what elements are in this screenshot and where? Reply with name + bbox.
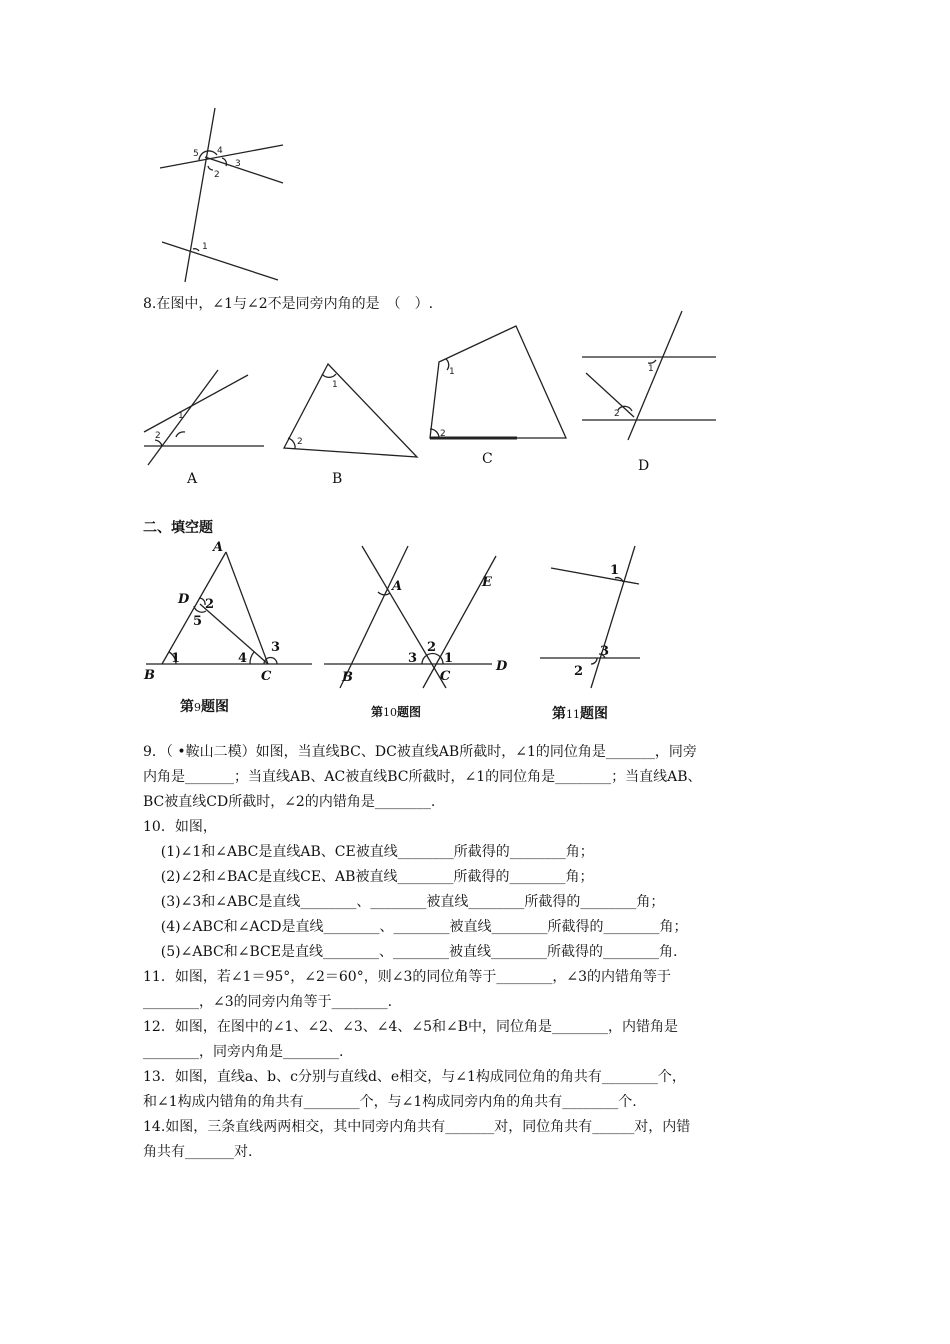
angle-label-2: 2 [214, 170, 220, 180]
angle-label-1: 1 [202, 242, 208, 252]
q8-option-b: B [332, 471, 343, 487]
q8b-angle-1: 1 [332, 380, 338, 390]
q8a-angle-1: 1 [178, 411, 184, 421]
section-heading: 二、填空题 [143, 520, 213, 536]
q8a-angle-2: 2 [155, 431, 161, 441]
fig11-angle-1: 1 [610, 563, 620, 578]
q8-figure-c [425, 320, 573, 445]
text-line: 13．如图，直线a、b、c分别与直线d、e相交，与∠1构成同位角的角共有________个， [143, 1069, 686, 1085]
fig10-angle-1: 1 [444, 651, 454, 666]
text-line: 14.如图，三条直线两两相交，其中同旁内角共有_______对，同位角共有______对，内错 [143, 1119, 691, 1135]
figure-10 [320, 540, 520, 690]
fig9-caption: 第9题图 [180, 699, 229, 715]
fig10-point-d: D [496, 659, 508, 674]
angle-label-4: 4 [217, 146, 223, 156]
fig11-angle-2: 2 [574, 664, 584, 679]
angle-label-5: 5 [193, 149, 199, 159]
fig11-caption: 第11题图 [552, 706, 608, 722]
q8d-angle-1: 1 [648, 364, 654, 374]
text-line: 9．（ •鞍山二模）如图，当直线BC、DC被直线AB所截时，∠1的同位角是_______，同旁 [143, 744, 697, 760]
text-line: ________，同旁内角是________. [143, 1044, 344, 1060]
fig9-point-d: D [178, 592, 190, 607]
figure-11 [535, 540, 645, 690]
q8-figure-a [140, 360, 270, 470]
fig9-angle-4: 4 [238, 651, 248, 666]
fig9-point-a: A [213, 540, 224, 555]
fig10-angle-3: 3 [408, 651, 418, 666]
fig9-point-b: B [144, 668, 155, 683]
q8b-angle-2: 2 [297, 437, 303, 447]
text-line: 12．如图，在图中的∠1、∠2、∠3、∠4、∠5和∠B中，同位角是________，内错角是 [143, 1019, 679, 1035]
angle-label-3: 3 [235, 159, 241, 169]
fig10-caption: 第10题图 [371, 705, 422, 719]
q8-option-c: C [482, 451, 493, 467]
q8-question: 8.在图中，∠1与∠2不是同旁内角的是 （ ）. [143, 296, 434, 312]
text-line: 10．如图， [143, 819, 217, 835]
figure-9 [140, 535, 315, 685]
text-line: 和∠1构成内错角的角共有________个，与∠1构成同旁内角的角共有________个. [143, 1094, 637, 1110]
text-line: (2)∠2和∠BAC是直线CE、AB被直线________所截得的________角； [143, 869, 594, 885]
text-line: (3)∠3和∠ABC是直线________、________被直线________所截得的________角； [143, 894, 665, 910]
q8-figure-d [580, 305, 720, 445]
text-line: 内角是_______；当直线AB、AC被直线BC所截时，∠1的同位角是________；当直线AB、 [143, 769, 702, 785]
text-line: (1)∠1和∠ABC是直线AB、CE被直线________所截得的________角； [143, 844, 594, 860]
fig9-angle-5: 5 [193, 614, 203, 629]
q8c-angle-2: 2 [440, 429, 446, 439]
q8c-angle-1: 1 [449, 367, 455, 377]
fig9-angle-1: 1 [171, 651, 181, 666]
text-line: 11．如图，若∠1＝95°，∠2＝60°，则∠3的同位角等于________，∠3的内错角等于 [143, 969, 671, 985]
figure-top [150, 100, 290, 290]
text-line: (5)∠ABC和∠BCE是直线________、________被直线________所截得的________角. [143, 944, 678, 960]
fig10-point-e: E [482, 575, 492, 590]
text-line: 角共有_______对. [143, 1144, 253, 1160]
q8-option-a: A [187, 471, 198, 487]
fig10-point-c: C [440, 669, 451, 684]
fig10-point-a: A [392, 579, 403, 594]
fig10-point-b: B [342, 670, 353, 685]
fig9-angle-2: 2 [205, 597, 215, 612]
q8d-angle-2: 2 [614, 409, 620, 419]
text-line: BC被直线CD所截时，∠2的内错角是________. [143, 794, 436, 810]
fig11-angle-3: 3 [600, 644, 610, 659]
fig9-point-c: C [261, 669, 272, 684]
fig10-angle-2: 2 [427, 640, 437, 655]
fig9-angle-3: 3 [271, 640, 281, 655]
text-line: ________，∠3的同旁内角等于________. [143, 994, 393, 1010]
text-line: (4)∠ABC和∠ACD是直线________、________被直线________所截得的________角； [143, 919, 688, 935]
q8-figure-b [280, 360, 425, 470]
q8-option-d: D [638, 458, 650, 474]
